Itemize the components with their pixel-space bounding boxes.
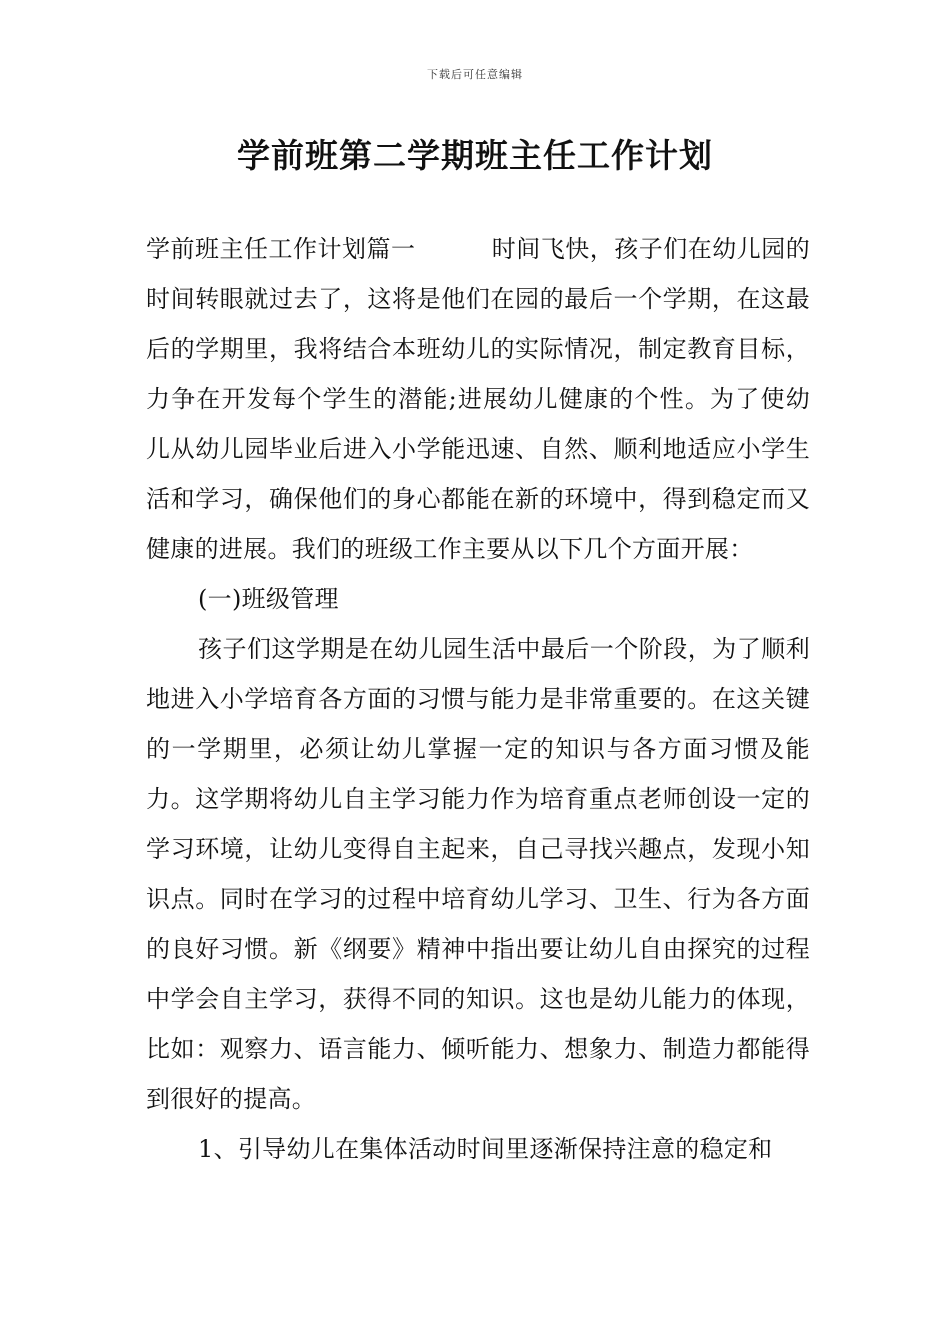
section-heading: (一)班级管理 <box>198 585 339 613</box>
intro-paragraph <box>146 224 810 574</box>
section-paragraph: 孩子们这学期是在幼儿园生活中最后一个阶段，为了顺利地进入小学培育各方面的习惯与能力是非常重要的。在这关键的一学期里，必须让幼儿掌握一定的知识与各方面习惯及能力。这学期将幼儿自主学习能力作为培育重点老师创设一定的学习环境，让幼儿变得自主起来，自己寻找兴趣点，发现小知识点。同时在学习的过程中培育幼儿学习、卫生、行为各方面的良好习惯。新《纲要》精神中指出要让幼儿自由探究的过程中学会自主学习，获得不同的知识。这也是幼儿能力的体现，比如：观察力、语言能力、倾听能力、想象力、制造力都能得到很好的提高。 <box>146 635 810 1113</box>
header-note: 下载后可任意编辑 <box>427 68 523 81</box>
document-title: 学前班第二学期班主任工作计划 <box>237 136 713 175</box>
intro-text: 时间飞快，孩子们在幼儿园的时间转眼就过去了，这将是他们在园的最后一个学期，在这最后的学期里，我将结合本班幼儿的实际情况，制定教育目标，力争在开发每个学生的潜能;进展幼儿健康的个性。为了使幼儿从幼儿园毕业后进入小学能迅速、自然、顺利地适应小学生活和学习，确保他们的身心都能在新的环境中，得到稳定而又健康的进展。我们的班级工作主要从以下几个方面开展： <box>146 235 810 563</box>
document-body <box>146 224 810 1174</box>
intro-label: 学前班主任工作计划篇一 <box>146 235 416 263</box>
list-item-1: 1、引导幼儿在集体活动时间里逐渐保持注意的稳定和 <box>198 1135 773 1163</box>
